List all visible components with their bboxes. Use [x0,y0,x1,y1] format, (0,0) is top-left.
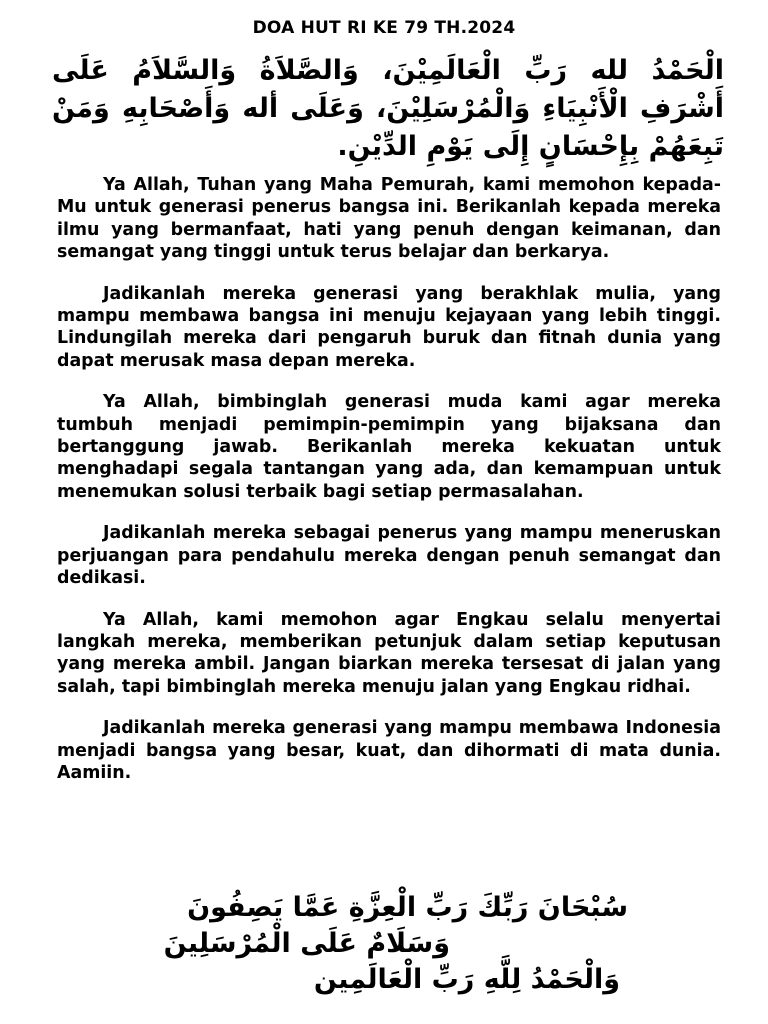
closing-arabic-prayer [110,890,650,998]
prayer-paragraph-5: Ya Allah, kami memohon agar Engkau selalu menyertai langkah mereka, memberikan petunjuk dalam setiap keputusan yang mereka ambil. Jangan biarkan mereka tersesat di jalan yang salah, tapi bimbinglah mereka menuju jalan yang Engkau ridhai. [57,609,734,697]
opening-arabic-prayer: الْحَمْدُ لله رَبِّ الْعَالَمِيْنَ، وَالصَّلاَةُ وَالسَّلاَمُ عَلَى أَشْرَفِ الْأَنْبِيَاءِ وَالْمُرْسَلِيْنَ، وَعَلَى أله وَأَصْحَابِهِ وَمَنْ تَبِعَهُمْ بِإِحْسَانٍ إِلَى يَوْمِ الدِّيْنِ. [52,55,724,162]
document-title: DOA HUT RI KE 79 TH.2024 [252,18,516,38]
closing-arabic-line-3: وَالْحَمْدُ لِلَّهِ رَبِّ الْعَالَمِين [313,964,620,995]
prayer-paragraph-6: Jadikanlah mereka generasi yang mampu membawa Indonesia menjadi bangsa yang besar, kuat, dan dihormati di mata dunia. Aamiin. [57,718,728,783]
prayer-paragraph-4: Jadikanlah mereka sebagai penerus yang mampu meneruskan perjuangan para pendahulu mereka dengan penuh semangat dan dedikasi. [57,523,728,589]
prayer-body [57,174,734,803]
prayer-paragraph-3: Ya Allah, bimbinglah generasi muda kami agar mereka tumbuh menjadi pemimpin-pemimpin yang bijaksana dan bertanggung jawab. Berikanlah mereka kekuatan untuk menghadapi segala tantangan yang ada, dan kemampuan untuk menemukan solusi terbaik bagi setiap permasalahan. [57,392,728,502]
prayer-paragraph-2: Jadikanlah mereka generasi yang berakhlak mulia, yang mampu membawa bangsa ini menuju kejayaan yang lebih tinggi. Lindungilah mereka dari pengaruh buruk dan fitnah dunia yang dapat merusak masa depan mereka. [57,283,728,371]
prayer-paragraph-1: Ya Allah, Tuhan yang Maha Pemurah, kami memohon kepada-Mu untuk generasi penerus bangsa ini. Berikanlah kepada mereka ilmu yang bermanfaat, hati yang penuh dengan keimanan, dan semangat yang tinggi untuk terus belajar dan berkarya. [57,175,728,263]
closing-arabic-line-1: سُبْحَانَ رَبِّكَ رَبِّ الْعِزَّةِ عَمَّا يَصِفُونَ [187,892,628,923]
closing-arabic-line-2: وَسَلَامٌ عَلَى الْمُرْسَلِينَ [163,928,450,959]
